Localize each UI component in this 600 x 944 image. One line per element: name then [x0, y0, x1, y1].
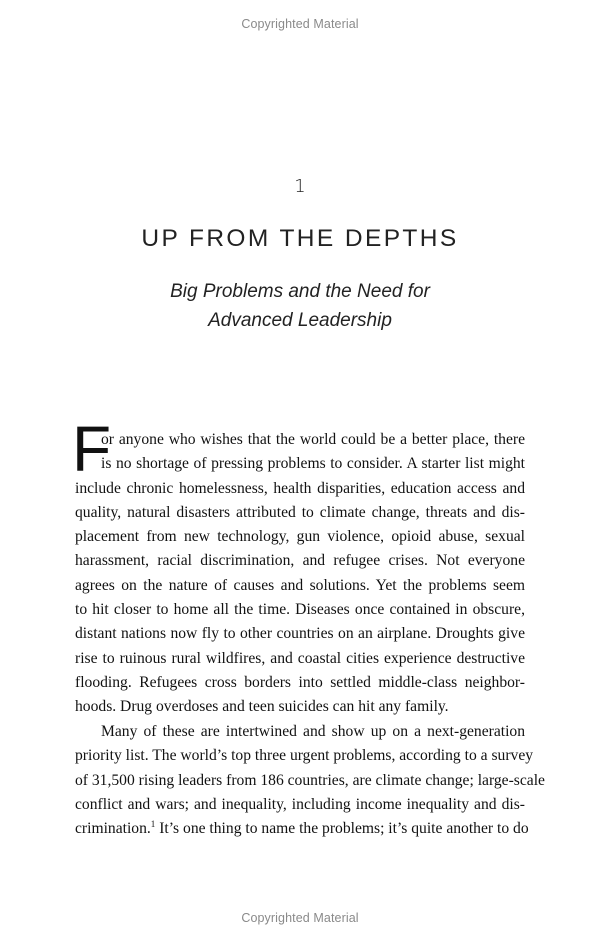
text-line: of 31,500 rising leaders from 186 countries, are climate change; large-scale [75, 771, 545, 789]
text-line: rise to ruinous rural wildfires, and coastal cities experience destructive [75, 649, 525, 667]
text-line: conflict and wars; and inequality, including income inequality and dis- [75, 795, 525, 813]
text-line-with-footnote [75, 817, 529, 841]
copyright-watermark-bottom: Copyrighted Material [241, 911, 359, 925]
text-line: is no shortage of pressing problems to consider. A starter list might [101, 455, 525, 473]
chapter-subtitle [0, 277, 600, 335]
paragraph-1 [75, 428, 525, 720]
footnote-marker: 1 [150, 819, 156, 830]
text-line: or anyone who wishes that the world could be a better place, there [101, 431, 525, 448]
copyright-watermark-top: Copyrighted Material [241, 17, 359, 31]
chapter-title: UP FROM THE DEPTHS [141, 225, 459, 252]
text-line: quality, natural disasters attributed to climate change, threats and dis- [75, 503, 525, 521]
subtitle-line-1: Big Problems and the Need for [170, 281, 430, 302]
text-line: distant nations now fly to other countries on an airplane. Droughts give [75, 625, 525, 643]
text-line: to hit closer to home all the time. Diseases once contained in obscure, [75, 601, 525, 619]
drop-cap: F [72, 413, 112, 485]
text-line: harassment, racial discrimination, and refugee crises. Not everyone [75, 552, 525, 570]
text-line: hoods. Drug overdoses and teen suicides can hit any family. [75, 698, 449, 716]
text-segment: crimination. [75, 820, 151, 838]
subtitle-line-2: Advanced Leadership [208, 310, 392, 331]
text-line: agrees on the nature of causes and solutions. Yet the problems seem [75, 576, 525, 594]
text-segment: It’s one thing to name the problems; it’s quite another to do [155, 820, 529, 838]
text-line: flooding. Refugees cross borders into settled middle-class neighbor- [75, 673, 525, 691]
text-line: Many of these are intertwined and show up on a next-generation [101, 723, 525, 740]
paragraph-2 [75, 720, 545, 841]
text-line: priority list. The world’s top three urgent problems, according to a survey [75, 747, 534, 765]
text-line: placement from new technology, gun violence, opioid abuse, sexual [75, 528, 525, 546]
text-line: include chronic homelessness, health disparities, education access and [75, 479, 525, 497]
chapter-number: 1 [294, 176, 306, 197]
